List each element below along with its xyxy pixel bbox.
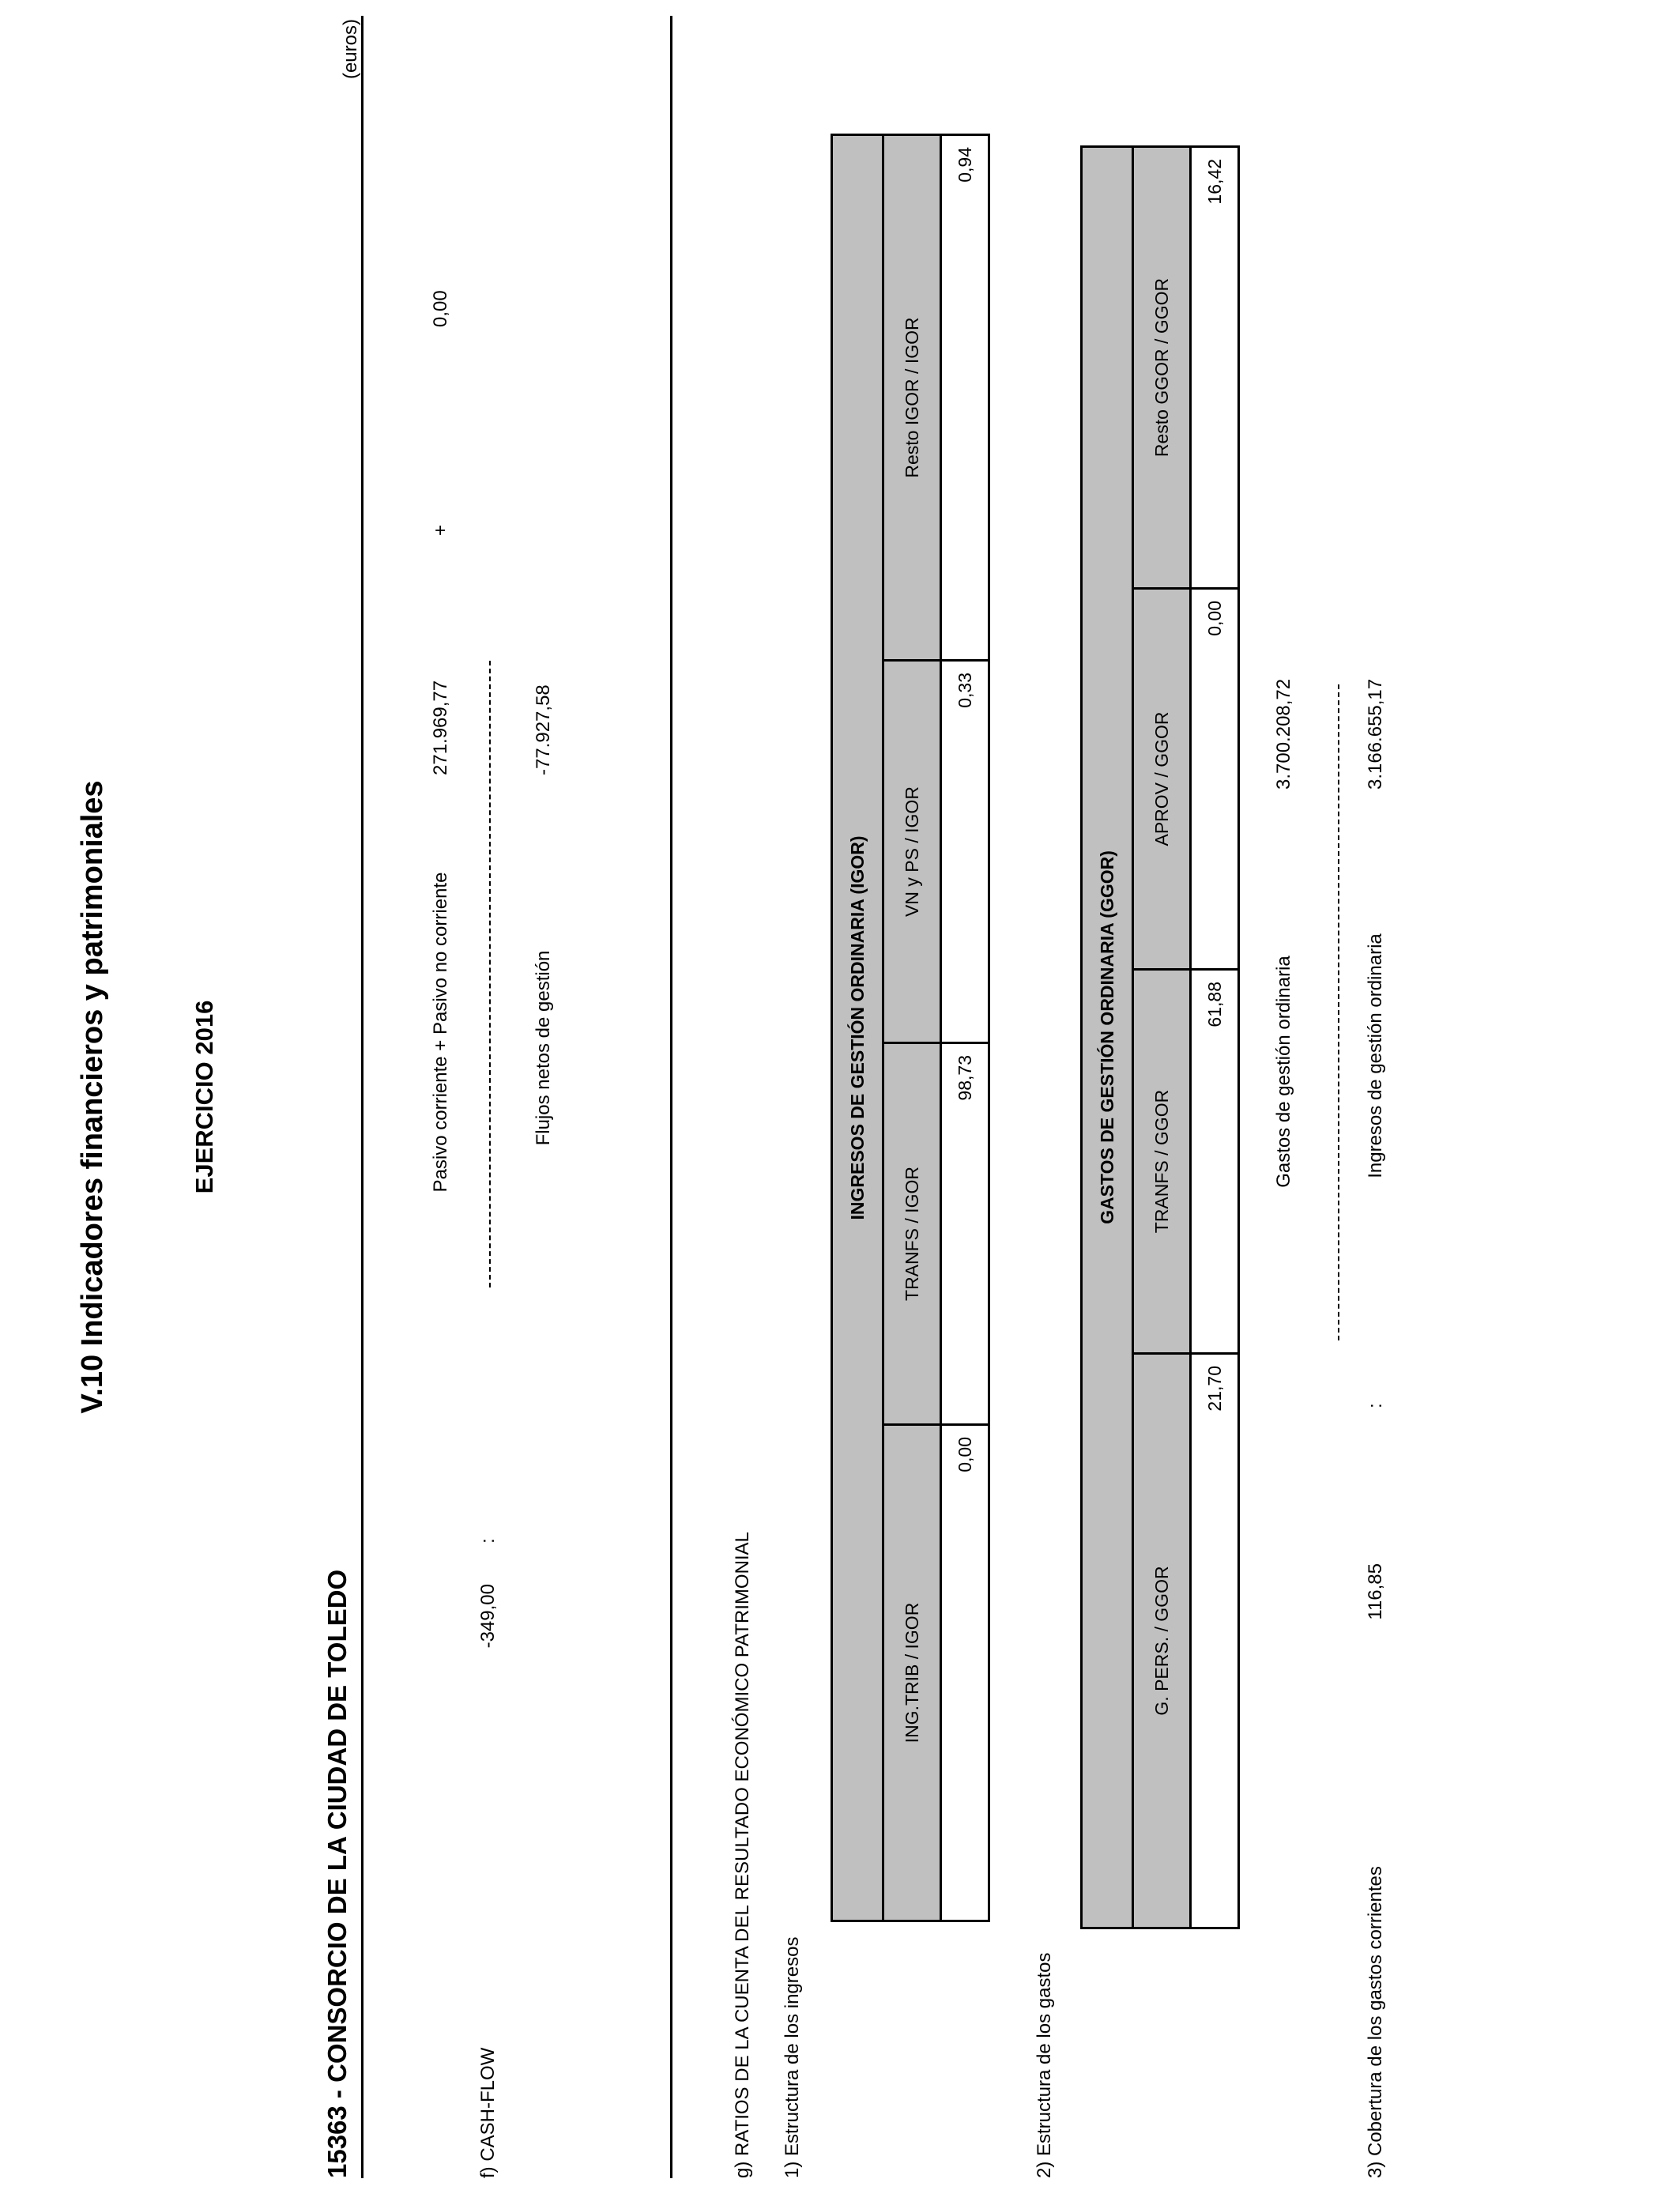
income-value-cell: 0,00 bbox=[941, 1425, 989, 1921]
expense-value-cell: 21,70 bbox=[1191, 1354, 1239, 1928]
coverage-numerator-value: 3.700.208,72 bbox=[1273, 678, 1294, 790]
income-table-title: INGRESOS DE GESTIÓN ORDINARIA (IGOR) bbox=[832, 134, 883, 1921]
cash-flow-numerator-value-1: 271.969,77 bbox=[430, 680, 451, 775]
coverage-fraction-line bbox=[1338, 684, 1339, 1340]
expense-column-header: Resto GGOR / GGOR bbox=[1133, 147, 1191, 589]
coverage-denominator-label: Ingresos de gestión ordinaria bbox=[1365, 933, 1386, 1178]
main-title: V.10 Indicadores financieros y patrimoniales bbox=[76, 780, 109, 1414]
expense-value-cell: 16,42 bbox=[1191, 147, 1239, 589]
expense-column-header: TRANFS / GGOR bbox=[1133, 970, 1191, 1354]
coverage-colon: : bbox=[1365, 1403, 1386, 1408]
expense-table-title: GASTOS DE GESTIÓN ORDINARIA (GGOR) bbox=[1082, 147, 1133, 1928]
cash-flow-value: -349,00 bbox=[477, 1584, 499, 1649]
income-column-header: ING.TRIB / IGOR bbox=[883, 1425, 941, 1921]
income-structure-label: 1) Estructura de los ingresos bbox=[782, 1936, 803, 2178]
expense-column-header: APROV / GGOR bbox=[1133, 589, 1191, 970]
income-column-header: Resto IGOR / IGOR bbox=[883, 134, 941, 660]
cash-flow-plus: + bbox=[430, 524, 451, 536]
entity-title: 15363 - CONSORCIO DE LA CIUDAD DE TOLEDO bbox=[322, 1569, 352, 2178]
header-rule bbox=[361, 16, 363, 2178]
income-column-header: VN y PS / IGOR bbox=[883, 661, 941, 1043]
expense-value-cell: 0,00 bbox=[1191, 589, 1239, 970]
currency-label: (euros) bbox=[340, 19, 361, 80]
income-column-header: TRANFS / IGOR bbox=[883, 1043, 941, 1425]
expense-structure-label: 2) Estructura de los gastos bbox=[1034, 1952, 1055, 2178]
cash-flow-numerator-label: Pasivo corriente + Pasivo no corriente bbox=[430, 872, 451, 1193]
ratios-section-label: g) RATIOS DE LA CUENTA DEL RESULTADO ECONÓMICO PATRIMONIAL bbox=[732, 1532, 753, 2178]
cash-flow-numerator-value-2: 0,00 bbox=[430, 290, 451, 327]
exercise-title: EJERCICIO 2016 bbox=[190, 1000, 218, 1194]
income-value-cell: 98,73 bbox=[941, 1043, 989, 1425]
expense-column-header: G. PERS. / GGOR bbox=[1133, 1354, 1191, 1928]
expense-structure-table bbox=[1080, 145, 1240, 1929]
income-structure-table bbox=[831, 134, 990, 1922]
cash-flow-denominator-label: Flujos netos de gestión bbox=[533, 950, 554, 1146]
cash-flow-colon: : bbox=[477, 1538, 499, 1544]
cash-flow-denominator-value: -77.927,58 bbox=[533, 684, 554, 775]
cash-flow-label: f) CASH-FLOW bbox=[477, 2047, 499, 2178]
coverage-label: 3) Cobertura de los gastos corrientes bbox=[1365, 1866, 1386, 2178]
coverage-denominator-value: 3.166.655,17 bbox=[1365, 678, 1386, 790]
expense-value-cell: 61,88 bbox=[1191, 970, 1239, 1354]
income-value-cell: 0,94 bbox=[941, 134, 989, 660]
coverage-numerator-label: Gastos de gestión ordinaria bbox=[1273, 956, 1294, 1188]
cash-flow-fraction-line bbox=[489, 661, 491, 1287]
coverage-value: 116,85 bbox=[1365, 1563, 1386, 1620]
income-value-cell: 0,33 bbox=[941, 661, 989, 1043]
section-rule bbox=[670, 16, 672, 2178]
